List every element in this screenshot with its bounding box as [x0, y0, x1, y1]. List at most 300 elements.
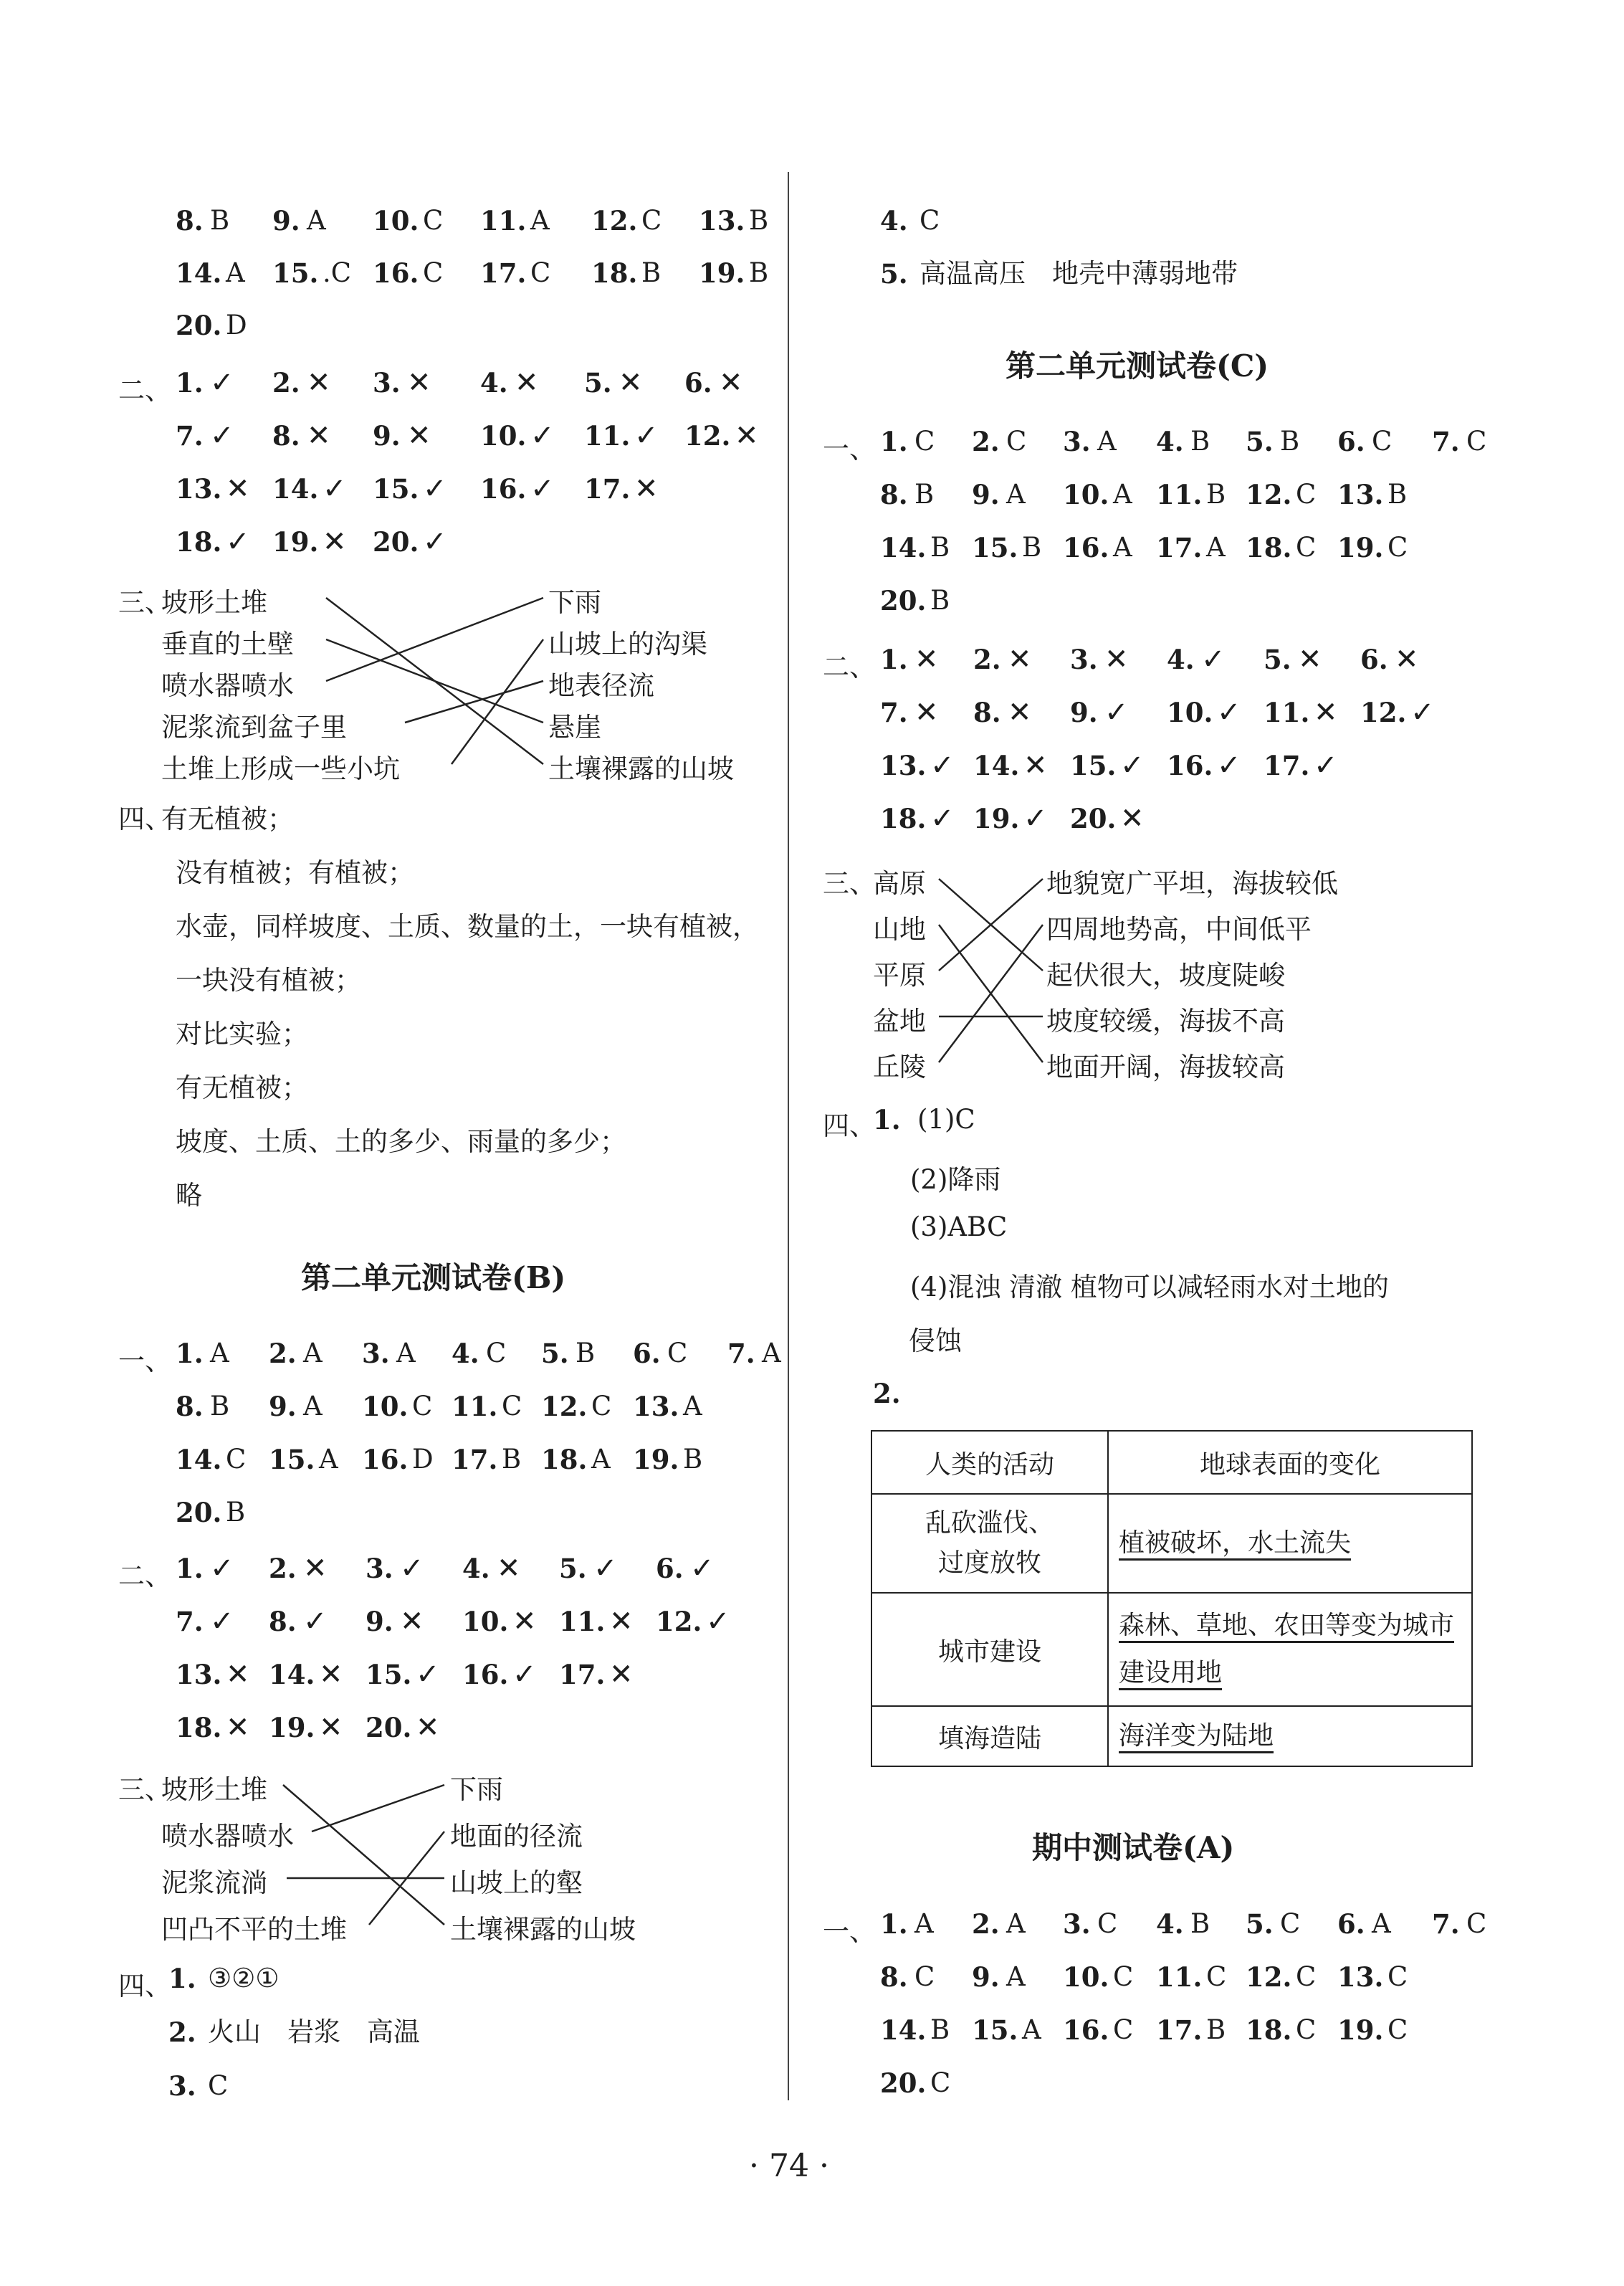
match-right-item: 地貌宽广平坦，海拔较低 [1046, 868, 1338, 899]
answer-value: ✓ [423, 472, 447, 505]
answer-value: 火山 岩浆 高温 [208, 2016, 420, 2047]
question-number: 7. [176, 420, 204, 452]
answer-value: ✓ [930, 749, 955, 782]
answer-value: ✓ [423, 525, 447, 558]
question-number: 3. [362, 1338, 390, 1369]
match-left-item: 凹凸不平的土堆 [161, 1914, 347, 1945]
question-number: 13. [176, 1659, 222, 1690]
match-left-item: 山地 [873, 914, 926, 945]
question-number: 15. [272, 257, 319, 289]
question-number: 18. [541, 1444, 588, 1475]
answer-line: 对比实验； [176, 1019, 308, 1049]
answer-value: A [1372, 1908, 1391, 1939]
question-number: 8. [269, 1606, 297, 1637]
answer-value: B [502, 1444, 522, 1475]
answer-value: A [762, 1338, 781, 1368]
table-header: 人类的活动 [871, 1431, 1108, 1494]
question-number: 8. [973, 697, 1001, 728]
question-number: 16. [373, 257, 419, 289]
question-number: 1. [168, 1963, 196, 1994]
question-number: 3. [168, 2070, 196, 2102]
answer-value: ✕ [319, 1711, 343, 1744]
answer-value: ③②① [208, 1963, 280, 1994]
question-number: 3. [1063, 1908, 1091, 1940]
question-number: 1. [176, 1338, 204, 1369]
question-number: 10. [480, 420, 527, 452]
answer-value: ✕ [1008, 643, 1032, 676]
match-left-item: 盆地 [873, 1006, 926, 1037]
answer-value: B [914, 479, 935, 510]
answer-value: C [930, 2067, 951, 2098]
question-number: 20. [176, 310, 222, 341]
question-number: 9. [269, 1391, 297, 1422]
answer-value: A [210, 1338, 229, 1368]
answer-line: 水壶，同样坡度、土质、数量的土，一块有植被， [176, 911, 759, 942]
section-label: 一、 [823, 1916, 876, 1947]
answer-value: B [575, 1338, 596, 1368]
section-label: 二、 [118, 1561, 171, 1591]
question-number: 3. [373, 367, 401, 399]
question-number: 17. [584, 473, 631, 505]
match-left-item: 平原 [873, 960, 926, 991]
answer-value: ✕ [914, 643, 939, 676]
question-number: 1. [880, 1908, 908, 1940]
answer-value: ✕ [719, 366, 743, 399]
section-label: 三、 [118, 587, 171, 618]
answer-value: B [930, 2014, 950, 2045]
answer-value: C [1372, 426, 1393, 457]
answer-line: (4)混浊 清澈 植物可以减轻雨水对土地的 [910, 1272, 1389, 1302]
question-number: 3. [1070, 644, 1098, 675]
answer-value: C [920, 205, 940, 236]
answer-value: B [226, 1497, 246, 1528]
answer-line: 侵蚀 [909, 1325, 962, 1356]
answer-value: ✓ [1120, 749, 1145, 782]
question-number: 8. [176, 1391, 204, 1422]
answer-value: ✕ [1120, 802, 1145, 835]
table-row [871, 1706, 1472, 1766]
question-number: 9. [972, 1961, 1000, 1993]
section-label: 四、 [118, 804, 171, 834]
question-number: 3. [366, 1553, 393, 1584]
section-label: 一、 [118, 1346, 171, 1376]
question-number: 14. [272, 473, 319, 505]
question-number: 18. [1246, 2014, 1292, 2046]
table-cell: 城市建设 [871, 1593, 1108, 1706]
answer-value: C [1296, 532, 1317, 563]
match-right-item: 下雨 [450, 1774, 503, 1805]
question-number: 6. [1360, 644, 1388, 675]
answer-line: 坡度、土质、土的多少、雨量的多少； [176, 1126, 626, 1157]
match-right-item: 地表径流 [548, 670, 654, 701]
question-number: 7. [727, 1338, 755, 1369]
answer-value: C [1296, 479, 1317, 510]
answer-value: ✓ [226, 525, 250, 558]
answer-value: C [1280, 1908, 1301, 1939]
section-label: 四、 [823, 1110, 876, 1141]
answer-value: C [1113, 1961, 1134, 1992]
answer-value: A [1022, 2014, 1041, 2045]
answer-line: 有无植被； [161, 804, 294, 834]
question-number: 15. [269, 1444, 315, 1475]
question-number: 9. [272, 205, 300, 237]
question-number: 20. [373, 526, 419, 558]
answer-value: C [914, 1961, 935, 1992]
question-number: 17. [1156, 532, 1203, 563]
match-left-item: 喷水器喷水 [161, 1821, 294, 1852]
answer-value: C [486, 1338, 507, 1368]
answer-value: C [641, 205, 662, 236]
question-number: 7. [1432, 1908, 1460, 1940]
answer-value: ✕ [323, 525, 347, 558]
answer-value: C [412, 1391, 433, 1421]
answer-value: C [667, 1338, 688, 1368]
activity-change-table [871, 1430, 1473, 1767]
match-right-item: 坡度较缓，海拔不高 [1046, 1006, 1285, 1037]
question-number: 2. [873, 1378, 901, 1409]
answer-value: C [1097, 1908, 1118, 1939]
answer-value: B [210, 205, 230, 236]
answer-value: D [412, 1444, 434, 1475]
match-left-item: 垂直的土壁 [161, 629, 294, 659]
table-row [871, 1593, 1472, 1706]
question-number: 15. [972, 2014, 1018, 2046]
match-right-item: 地面的径流 [450, 1821, 583, 1852]
answer-value: B [749, 205, 769, 236]
answer-value: A [303, 1391, 323, 1421]
question-number: 7. [176, 1606, 204, 1637]
question-number: 12. [1246, 1961, 1292, 1993]
question-number: 2. [269, 1553, 297, 1584]
answer-value: A [914, 1908, 934, 1939]
table-row [871, 1494, 1472, 1593]
answer-value: B [210, 1391, 230, 1421]
answer-value: ✕ [1314, 696, 1338, 729]
question-number: 13. [699, 205, 745, 237]
question-number: 11. [584, 420, 631, 452]
answer-value: A [303, 1338, 323, 1368]
question-number: 8. [880, 479, 908, 510]
question-number: 7. [880, 697, 908, 728]
answer-value: ✕ [400, 1605, 424, 1638]
section-label: 一、 [823, 434, 876, 465]
question-number: 2. [973, 644, 1001, 675]
match-right-item: 下雨 [548, 587, 601, 618]
question-number: 9. [373, 420, 401, 452]
section-title-c: 第二单元测试卷(C) [1006, 348, 1269, 384]
match-right-item: 土壤裸露的山坡 [548, 753, 734, 784]
answer-value: C [208, 2070, 229, 2101]
answer-value: ✕ [1023, 749, 1048, 782]
answer-value: ✓ [323, 472, 347, 505]
answer-value: ✓ [1217, 696, 1241, 729]
answer-value: C [591, 1391, 612, 1421]
question-number: 8. [272, 420, 300, 452]
match-left-item: 泥浆流淌 [161, 1867, 267, 1898]
question-number: 1. [880, 426, 908, 457]
answer-value: ✓ [593, 1552, 618, 1585]
answer-value: A [591, 1444, 611, 1475]
question-number: 16. [1167, 750, 1213, 781]
question-number: 5. [541, 1338, 569, 1369]
question-number: 4. [480, 367, 508, 399]
table-header: 地球表面的变化 [1108, 1431, 1472, 1494]
answer-value: ✕ [914, 696, 939, 729]
question-number: 20. [1070, 803, 1117, 834]
answer-value: C [423, 205, 444, 236]
question-number: 19. [633, 1444, 679, 1475]
question-number: 4. [1167, 644, 1195, 675]
table-cell: 过度放牧 [937, 1548, 1041, 1578]
question-number: 6. [684, 367, 712, 399]
question-number: 19. [272, 526, 319, 558]
question-number: 4. [452, 1338, 479, 1369]
question-number: 17. [559, 1659, 606, 1690]
answer-value: ✓ [512, 1658, 537, 1691]
answer-value: A [1113, 532, 1132, 563]
answer-value: ✕ [303, 1552, 328, 1585]
question-number: 13. [176, 473, 222, 505]
match-left-item: 坡形土堆 [161, 1774, 267, 1805]
match-right-item: 山坡上的沟渠 [548, 629, 707, 659]
question-number: 15. [366, 1659, 412, 1690]
answer-value: ✕ [226, 1658, 250, 1691]
question-number: 12. [591, 205, 638, 237]
section-title-b: 第二单元测试卷(B) [301, 1260, 566, 1295]
question-number: 16. [1063, 2014, 1109, 2046]
answer-value: ✕ [307, 419, 331, 452]
answer-value: ✕ [1298, 643, 1322, 676]
question-number: 5. [880, 258, 908, 290]
answer-value: ✕ [1008, 696, 1032, 729]
question-number: 15. [1070, 750, 1117, 781]
answer-value: C [1113, 2014, 1134, 2045]
answer-value: C [1206, 1961, 1227, 1992]
answer-value: ✓ [1023, 802, 1048, 835]
answer-value: ✓ [690, 1552, 715, 1585]
question-number: 6. [1337, 1908, 1365, 1940]
question-number: 6. [1337, 426, 1365, 457]
question-number: 20. [880, 2067, 927, 2099]
question-number: 14. [176, 257, 222, 289]
answer-value: D [226, 310, 247, 340]
answer-value: ✕ [407, 419, 431, 452]
question-number: 5. [559, 1553, 587, 1584]
section-label: 二、 [823, 652, 876, 682]
question-number: 4. [1156, 1908, 1184, 1940]
question-number: 14. [973, 750, 1020, 781]
answer-value: A [1206, 532, 1226, 563]
answer-value: A [307, 205, 326, 236]
answer-value: B [749, 257, 769, 288]
answer-value: ✕ [497, 1552, 521, 1585]
table-cell: 森林、草地、农田等变为城市建设用地 [1108, 1593, 1472, 1706]
question-number: 19. [1337, 532, 1384, 563]
answer-value: B [930, 532, 950, 563]
question-number: 5. [1246, 426, 1274, 457]
question-number: 18. [880, 803, 927, 834]
answer-value: ✓ [1201, 643, 1226, 676]
section-title-midterm: 期中测试卷(A) [1032, 1830, 1235, 1865]
question-number: 2. [272, 367, 300, 399]
question-number: 6. [656, 1553, 684, 1584]
question-number: 5. [1264, 644, 1291, 675]
question-number: 11. [1156, 479, 1203, 510]
match-right-item: 起伏很大，坡度陡峻 [1046, 960, 1285, 991]
question-number: 16. [1063, 532, 1109, 563]
answer-value: C [1387, 532, 1408, 563]
answer-value: B [930, 585, 950, 616]
question-number: 12. [1246, 479, 1292, 510]
question-number: 19. [269, 1712, 315, 1743]
question-number: 10. [1063, 1961, 1109, 1993]
answer-value: ✓ [634, 419, 659, 452]
question-number: 13. [1337, 479, 1384, 510]
answer-value: ✕ [1395, 643, 1419, 676]
question-number: 4. [1156, 426, 1184, 457]
question-number: 9. [972, 479, 1000, 510]
match-left-item: 高原 [873, 868, 926, 899]
answer-value: C [1387, 2014, 1408, 2045]
match-right-item: 土壤裸露的山坡 [450, 1914, 636, 1945]
match-right-item: 山坡上的壑 [450, 1867, 583, 1898]
answer-value: ✕ [512, 1605, 537, 1638]
question-number: 4. [462, 1553, 490, 1584]
answer-line: (2)降雨 [910, 1164, 1001, 1195]
answer-value: ✓ [1104, 696, 1129, 729]
question-number: 19. [1337, 2014, 1384, 2046]
question-number: 17. [1156, 2014, 1203, 2046]
question-number: 17. [480, 257, 527, 289]
match-right-item: 四周地势高，中间低平 [1046, 914, 1312, 945]
question-number: 20. [366, 1712, 412, 1743]
answer-value: A [1006, 479, 1026, 510]
match-left-item: 土堆上形成一些小坑 [161, 753, 400, 784]
table-cell: 乱砍滥伐、 [925, 1508, 1054, 1538]
answer-value: C [1006, 426, 1027, 457]
answer-value: 高温高压 地壳中薄弱地带 [920, 258, 1238, 289]
answer-value: C [502, 1391, 522, 1421]
question-number: 3. [1063, 426, 1091, 457]
answer-value: ✕ [226, 472, 250, 505]
question-number: 12. [656, 1606, 702, 1637]
question-number: 10. [362, 1391, 409, 1422]
question-number: 11. [1264, 697, 1310, 728]
question-number: 10. [1063, 479, 1109, 510]
question-number: 18. [591, 257, 638, 289]
match-left-item: 喷水器喷水 [161, 670, 294, 701]
question-number: 20. [176, 1497, 222, 1528]
section-label: 二、 [118, 375, 171, 406]
answer-value: ✓ [1217, 749, 1241, 782]
section-label: 三、 [823, 868, 876, 899]
question-number: 4. [880, 205, 908, 237]
answer-value: B [1206, 2014, 1226, 2045]
question-number: 19. [699, 257, 745, 289]
question-number: 11. [480, 205, 527, 237]
question-number: 1. [880, 644, 908, 675]
answer-value: ✕ [226, 1711, 250, 1744]
answer-value: ✓ [1410, 696, 1435, 729]
question-number: 1. [176, 367, 204, 399]
question-number: 2. [269, 1338, 297, 1369]
answer-value: B [1280, 426, 1300, 457]
answer-value: ✕ [416, 1711, 440, 1744]
answer-value: B [1190, 426, 1210, 457]
answer-value: ✕ [618, 366, 643, 399]
answer-value: ✕ [634, 472, 659, 505]
question-number: 13. [880, 750, 927, 781]
answer-value: ✓ [530, 472, 555, 505]
answer-value: C [914, 426, 935, 457]
question-number: 15. [373, 473, 419, 505]
answer-value: A [530, 205, 550, 236]
question-number: 6. [633, 1338, 661, 1369]
answer-value: ✓ [303, 1605, 328, 1638]
question-number: 13. [1337, 1961, 1384, 1993]
question-number: 10. [373, 205, 419, 237]
answer-value: ✕ [319, 1658, 343, 1691]
question-number: 2. [168, 2016, 196, 2048]
match-left-item: 泥浆流到盆子里 [161, 712, 347, 743]
question-number: 11. [559, 1606, 606, 1637]
question-number: 1. [873, 1104, 901, 1135]
page-number: · 74 · [749, 2148, 829, 2184]
match-left-item: 坡形土堆 [161, 587, 267, 618]
answer-value: C [530, 257, 551, 288]
question-number: 18. [176, 1712, 222, 1743]
question-number: 8. [880, 1961, 908, 1993]
question-number: 12. [541, 1391, 588, 1422]
answer-value: ✕ [307, 366, 331, 399]
answer-line: 略 [176, 1180, 202, 1211]
answer-line: (3)ABC [910, 1211, 1008, 1242]
question-number: 16. [362, 1444, 409, 1475]
question-number: 8. [176, 205, 204, 237]
answer-line: 一块没有植被； [176, 965, 361, 996]
answer-value: B [1206, 479, 1226, 510]
answer-value: A [319, 1444, 338, 1475]
answer-value: ✕ [515, 366, 539, 399]
match-right-item: 地面开阔，海拔较高 [1046, 1052, 1285, 1082]
question-number: 1. [176, 1553, 204, 1584]
question-number: 17. [1264, 750, 1310, 781]
answer-value: ✓ [706, 1605, 730, 1638]
question-number: 12. [1360, 697, 1407, 728]
answer-value: ✓ [210, 1605, 234, 1638]
answer-value: B [641, 257, 661, 288]
question-number: 12. [684, 420, 731, 452]
question-number: 18. [176, 526, 222, 558]
answer-value: A [683, 1391, 702, 1421]
answer-value: ✕ [735, 419, 759, 452]
answer-value: B [1190, 1908, 1210, 1939]
answer-value: .C [323, 257, 352, 288]
question-number: 10. [1167, 697, 1213, 728]
answer-value: B [683, 1444, 703, 1475]
question-number: 9. [366, 1606, 393, 1637]
section-label: 四、 [118, 1971, 171, 2001]
answer-value: C [423, 257, 444, 288]
answer-value: ✓ [400, 1552, 424, 1585]
question-number: 14. [880, 532, 927, 563]
answer-value: C [1296, 2014, 1317, 2045]
answer-line: 有无植被； [176, 1072, 308, 1103]
table-cell: 填海造陆 [871, 1706, 1108, 1766]
answer-value: ✕ [407, 366, 431, 399]
question-number: 14. [269, 1659, 315, 1690]
answer-value: ✕ [609, 1605, 634, 1638]
